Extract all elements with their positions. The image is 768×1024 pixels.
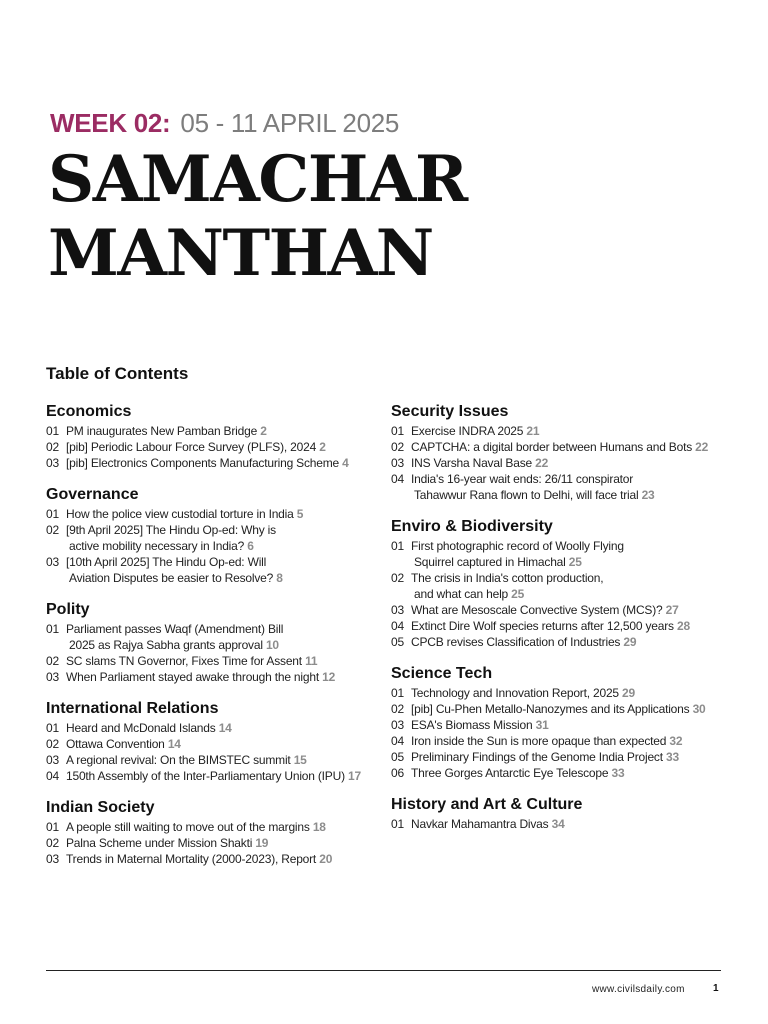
section-heading: Enviro & Biodiversity (391, 518, 553, 535)
entry-page-number: 5 (296, 507, 304, 521)
entry-number: 02 (391, 440, 404, 454)
toc-entry[interactable] (46, 736, 376, 752)
toc-entry[interactable] (46, 768, 376, 784)
entry-title: [pib] Cu-Phen Metallo-Nanozymes and its Applications (411, 702, 690, 716)
toc-entry[interactable] (391, 733, 731, 749)
entry-title: India's 16-year wait ends: 26/11 conspirator (411, 472, 634, 486)
toc-entry[interactable] (391, 439, 731, 455)
entry-page-number: 33 (666, 750, 679, 764)
date-range: 05 - 11 APRIL 2025 (180, 108, 400, 138)
section-heading: Polity (46, 601, 90, 618)
entry-number: 01 (46, 721, 59, 735)
entry-number: 03 (46, 670, 59, 684)
toc-title: Table of Contents (46, 364, 189, 383)
entry-number: 03 (46, 555, 59, 569)
title-line-1: SAMACHAR (48, 142, 467, 217)
toc-right-column (391, 402, 731, 846)
entry-number: 03 (391, 456, 404, 470)
toc-entry[interactable] (46, 423, 376, 439)
entry-title: [pib] Electronics Components Manufacturing Scheme (66, 456, 340, 470)
entry-number: 05 (391, 750, 404, 764)
toc-section (391, 517, 731, 650)
week-heading (50, 108, 399, 139)
entry-page-number: 20 (319, 852, 333, 866)
entry-title: A people still waiting to move out of the margins (66, 820, 310, 834)
entry-number: 05 (391, 635, 404, 649)
entry-title: Parliament passes Waqf (Amendment) Bill (66, 622, 284, 636)
entry-page-number: 4 (342, 456, 349, 470)
entry-number: 02 (46, 737, 59, 751)
entry-page-number: 25 (568, 555, 582, 569)
title-line-2: MANTHAN (48, 216, 433, 291)
section-heading: Security Issues (391, 403, 509, 420)
toc-entry[interactable] (46, 851, 376, 867)
entry-title: Technology and Innovation Report, 2025 (411, 686, 619, 700)
toc-entry[interactable] (391, 570, 731, 602)
entry-page-number: 15 (293, 753, 307, 767)
entry-title: Iron inside the Sun is more opaque than expected (411, 734, 667, 748)
entry-number: 03 (46, 753, 59, 767)
entry-page-number: 22 (695, 440, 709, 454)
entry-title: What are Mesoscale Convective System (MCS)? (411, 603, 663, 617)
entry-number: 03 (46, 456, 59, 470)
entry-number: 02 (391, 702, 404, 716)
entry-title: 150th Assembly of the Inter-Parliamentary Union (IPU) (66, 769, 345, 783)
toc-section (391, 664, 731, 781)
toc-entry[interactable] (391, 618, 731, 634)
entry-title: INS Varsha Naval Base (411, 456, 532, 470)
entry-number: 01 (46, 622, 59, 636)
toc-left-column (46, 402, 376, 881)
entry-number: 01 (46, 820, 59, 834)
entry-title: Preliminary Findings of the Genome India Project (411, 750, 663, 764)
toc-entry[interactable] (391, 634, 731, 650)
toc-entry[interactable] (391, 423, 731, 439)
toc-entry[interactable] (391, 602, 731, 618)
entry-number: 03 (391, 718, 404, 732)
entry-number: 02 (391, 571, 404, 585)
entry-number: 01 (391, 686, 404, 700)
entry-page-number: 27 (665, 603, 679, 617)
toc-entry[interactable] (46, 554, 376, 586)
toc-entry[interactable] (46, 522, 376, 554)
toc-entry[interactable] (46, 720, 376, 736)
entry-title: SC slams TN Governor, Fixes Time for Assent (66, 654, 302, 668)
entry-title-line2: Aviation Disputes be easier to Resolve? (69, 571, 274, 585)
entry-title: The crisis in India's cotton production, (411, 571, 604, 585)
entry-title: [10th April 2025] The Hindu Op-ed: Will (66, 555, 267, 569)
entry-title: ESA's Biomass Mission (411, 718, 533, 732)
entry-title-continued (391, 586, 731, 602)
entry-title: CPCB revises Classification of Industries (411, 635, 621, 649)
toc-entry[interactable] (46, 621, 376, 653)
entry-title: Heard and McDonald Islands (66, 721, 216, 735)
entry-title: [9th April 2025] The Hindu Op-ed: Why is (66, 523, 276, 537)
entry-number: 01 (391, 424, 404, 438)
week-label: WEEK 02: (50, 108, 171, 138)
entry-number: 02 (46, 523, 59, 537)
entry-number: 01 (46, 507, 59, 521)
toc-entry[interactable] (391, 749, 731, 765)
entry-page-number: 10 (265, 638, 279, 652)
toc-section (46, 485, 376, 586)
entry-title: Navkar Mahamantra Divas (411, 817, 549, 831)
entry-number: 04 (391, 734, 404, 748)
toc-entry[interactable] (391, 538, 731, 570)
entry-number: 06 (391, 766, 404, 780)
entry-title-continued (391, 554, 731, 570)
toc-entry[interactable] (391, 685, 731, 701)
entry-number: 04 (391, 472, 404, 486)
toc-entry[interactable] (391, 816, 731, 832)
entry-title: CAPTCHA: a digital border between Humans and Bots (411, 440, 693, 454)
entry-title: First photographic record of Woolly Flying (411, 539, 624, 553)
toc-entry[interactable] (46, 819, 376, 835)
entry-title-line2: active mobility necessary in India? (69, 539, 245, 553)
toc-section (46, 798, 376, 867)
entry-page-number: 25 (511, 587, 525, 601)
entry-page-number: 30 (692, 702, 706, 716)
entry-page-number: 31 (535, 718, 549, 732)
entry-page-number: 29 (623, 635, 637, 649)
entry-title-line2: and what can help (414, 587, 509, 601)
entry-page-number: 34 (551, 817, 565, 831)
entry-page-number: 32 (669, 734, 683, 748)
section-heading: Governance (46, 486, 139, 503)
entry-title: Three Gorges Antarctic Eye Telescope (411, 766, 609, 780)
entry-title: Exercise INDRA 2025 (411, 424, 524, 438)
entry-title: A regional revival: On the BIMSTEC summit (66, 753, 291, 767)
entry-title: Palna Scheme under Mission Shakti (66, 836, 253, 850)
entry-page-number: 19 (255, 836, 269, 850)
toc-entry[interactable] (46, 752, 376, 768)
entry-page-number: 6 (247, 539, 254, 553)
entry-title: [pib] Periodic Labour Force Survey (PLFS), 2024 (66, 440, 317, 454)
section-heading: Indian Society (46, 799, 155, 816)
entry-page-number: 8 (276, 571, 283, 585)
entry-page-number: 21 (526, 424, 540, 438)
toc-entry[interactable] (46, 439, 376, 455)
entry-number: 03 (46, 852, 59, 866)
entry-title: When Parliament stayed awake through the night (66, 670, 319, 684)
toc-entry[interactable] (46, 506, 376, 522)
entry-title: Extinct Dire Wolf species returns after 12,500 years (411, 619, 674, 633)
toc-section (46, 699, 376, 784)
entry-page-number: 22 (535, 456, 549, 470)
entry-number: 02 (46, 836, 59, 850)
entry-page-number: 11 (305, 654, 318, 668)
entry-page-number: 28 (676, 619, 690, 633)
entry-number: 01 (46, 424, 59, 438)
entry-number: 04 (46, 769, 59, 783)
footer-page-number: 1 (713, 983, 719, 994)
toc-entry[interactable] (46, 835, 376, 851)
footer-divider (46, 970, 721, 971)
entry-number: 01 (391, 539, 404, 553)
entry-number: 02 (46, 440, 59, 454)
entry-page-number: 12 (322, 670, 336, 684)
section-heading: Economics (46, 403, 132, 420)
section-heading: Science Tech (391, 665, 493, 682)
entry-page-number: 2 (319, 440, 326, 454)
entry-page-number: 14 (218, 721, 232, 735)
toc-section (391, 402, 731, 503)
entry-title-continued (46, 570, 376, 586)
entry-page-number: 2 (260, 424, 267, 438)
entry-title-line2: Squirrel captured in Himachal (414, 555, 566, 569)
entry-page-number: 14 (167, 737, 181, 751)
toc-entry[interactable] (46, 455, 376, 471)
entry-page-number: 18 (312, 820, 326, 834)
toc-entry[interactable] (391, 717, 731, 733)
entry-title-continued (46, 637, 376, 653)
toc-entry[interactable] (391, 701, 731, 717)
toc-entry[interactable] (46, 669, 376, 685)
entry-title-line2: Tahawwur Rana flown to Delhi, will face trial (414, 488, 639, 502)
entry-title-line2: 2025 as Rajya Sabha grants approval (69, 638, 263, 652)
section-heading: History and Art & Culture (391, 796, 583, 813)
entry-page-number: 17 (348, 769, 361, 783)
entry-page-number: 23 (641, 488, 655, 502)
entry-title: Ottawa Convention (66, 737, 165, 751)
toc-section (46, 402, 376, 471)
entry-title: PM inaugurates New Pamban Bridge (66, 424, 258, 438)
entry-number: 01 (391, 817, 404, 831)
entry-page-number: 33 (611, 766, 625, 780)
toc-entry[interactable] (391, 471, 731, 503)
toc-entry[interactable] (46, 653, 376, 669)
entry-page-number: 29 (622, 686, 635, 700)
entry-number: 02 (46, 654, 59, 668)
toc-section (391, 795, 731, 832)
entry-title: How the police view custodial torture in India (66, 507, 294, 521)
section-heading: International Relations (46, 700, 219, 717)
footer-url: www.civilsdaily.com (592, 984, 685, 995)
toc-section (46, 600, 376, 685)
entry-title-continued (46, 538, 376, 554)
entry-number: 04 (391, 619, 404, 633)
toc-entry[interactable] (391, 455, 731, 471)
entry-title: Trends in Maternal Mortality (2000-2023), Report (66, 852, 317, 866)
entry-title-continued (391, 487, 731, 503)
entry-number: 03 (391, 603, 404, 617)
toc-entry[interactable] (391, 765, 731, 781)
